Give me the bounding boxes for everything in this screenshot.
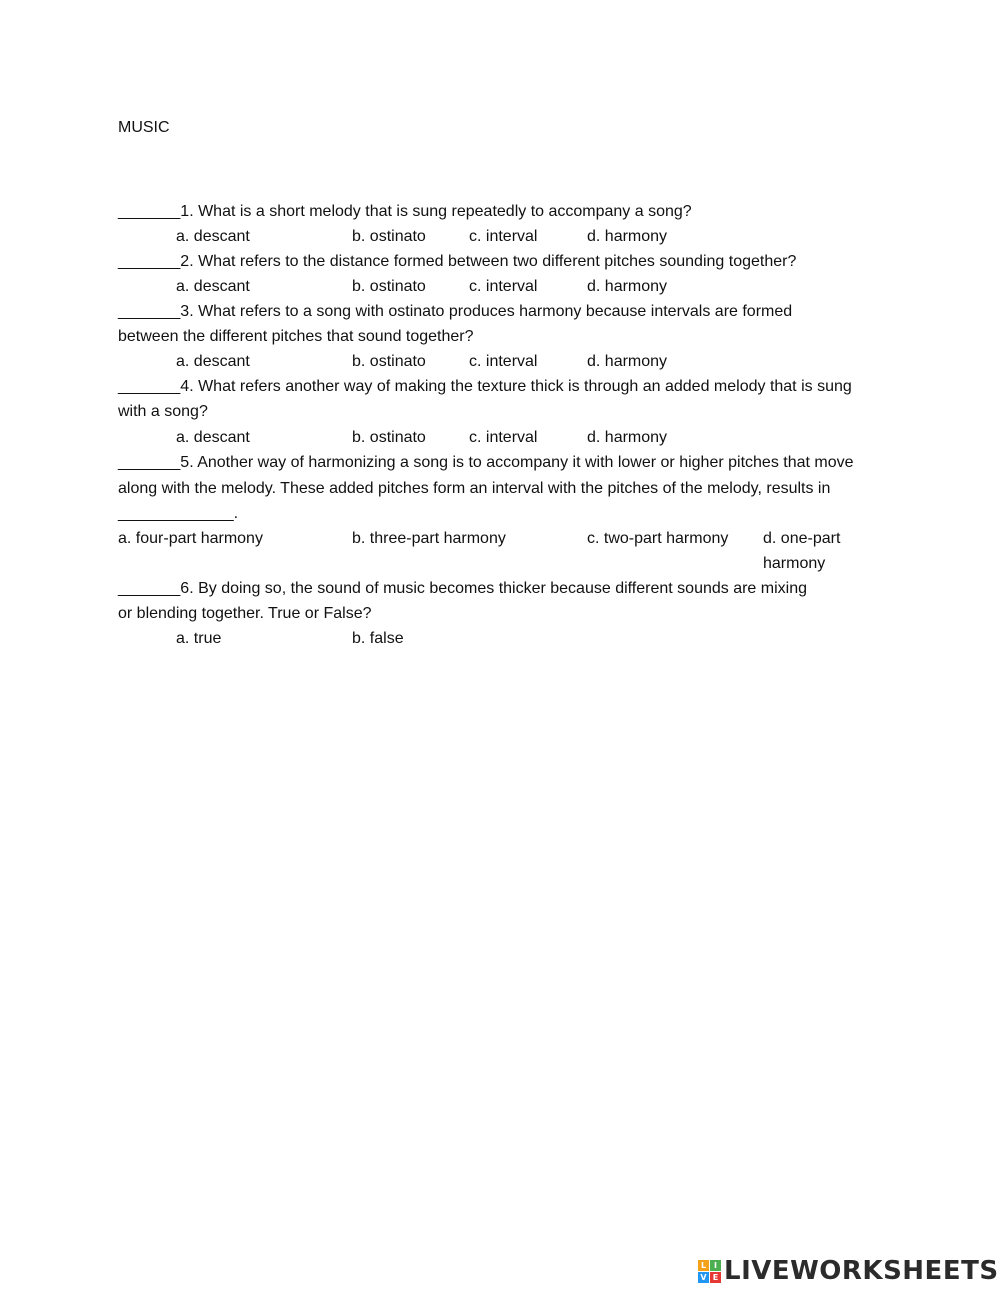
question-4-option-b: b. ostinato	[352, 429, 426, 446]
question-6-line-1: _______6. By doing so, the sound of music becomes thicker because different sounds are mixing	[118, 580, 808, 597]
logo-mark-letter: E	[710, 1272, 721, 1283]
question-3-line-1: _______3. What refers to a song with ostinato produces harmony because intervals are formed	[118, 303, 793, 320]
liveworksheets-logo[interactable]	[698, 1256, 999, 1286]
question-3-option-d: d. harmony	[587, 353, 668, 370]
question-6-option-b: b. false	[352, 630, 404, 647]
question-6-line-2: or blending together. True or False?	[118, 605, 372, 622]
question-4-line-1: _______4. What refers another way of making the texture thick is through an added melody that is sung	[118, 378, 852, 395]
question-5-option-c: c. two-part harmony	[587, 530, 729, 547]
question-3-line-2: between the different pitches that sound together?	[118, 328, 474, 345]
question-2-option-c: c. interval	[469, 278, 538, 295]
question-3-option-b: b. ostinato	[352, 353, 426, 370]
question-3-option-a: a. descant	[176, 353, 250, 370]
question-1-option-b: b. ostinato	[352, 228, 426, 245]
worksheet-title: MUSIC	[118, 119, 170, 136]
question-2-option-d: d. harmony	[587, 278, 668, 295]
logo-text: LIVEWORKSHEETS	[724, 1256, 999, 1286]
question-1-option-d: d. harmony	[587, 228, 668, 245]
question-4-option-c: c. interval	[469, 429, 538, 446]
question-4-option-a: a. descant	[176, 429, 250, 446]
logo-mark-letter: V	[698, 1272, 709, 1283]
logo-mark-letter: L	[698, 1260, 709, 1271]
question-4-line-2: with a song?	[118, 403, 208, 420]
question-2-option-a: a. descant	[176, 278, 250, 295]
question-5-line-1: _______5. Another way of harmonizing a song is to accompany it with lower or higher pitches that move	[118, 454, 854, 471]
question-3-option-c: c. interval	[469, 353, 538, 370]
question-5-option-d: d. one-part	[763, 530, 841, 547]
question-1-option-c: c. interval	[469, 228, 538, 245]
question-5-option-d-continued: harmony	[763, 555, 826, 572]
logo-mark-icon	[698, 1260, 721, 1283]
question-5-line-2: along with the melody. These added pitches form an interval with the pitches of the melody, results in	[118, 480, 831, 497]
question-5-option-b: b. three-part harmony	[352, 530, 506, 547]
question-1-line-1: _______1. What is a short melody that is sung repeatedly to accompany a song?	[118, 203, 692, 220]
logo-mark-letter: I	[710, 1260, 721, 1271]
question-2-line-1: _______2. What refers to the distance formed between two different pitches sounding together?	[118, 253, 797, 270]
question-5-line-3: _____________.	[118, 505, 239, 522]
question-4-option-d: d. harmony	[587, 429, 668, 446]
question-2-option-b: b. ostinato	[352, 278, 426, 295]
question-1-option-a: a. descant	[176, 228, 250, 245]
question-5-option-a: a. four-part harmony	[118, 530, 263, 547]
question-6-option-a: a. true	[176, 630, 222, 647]
